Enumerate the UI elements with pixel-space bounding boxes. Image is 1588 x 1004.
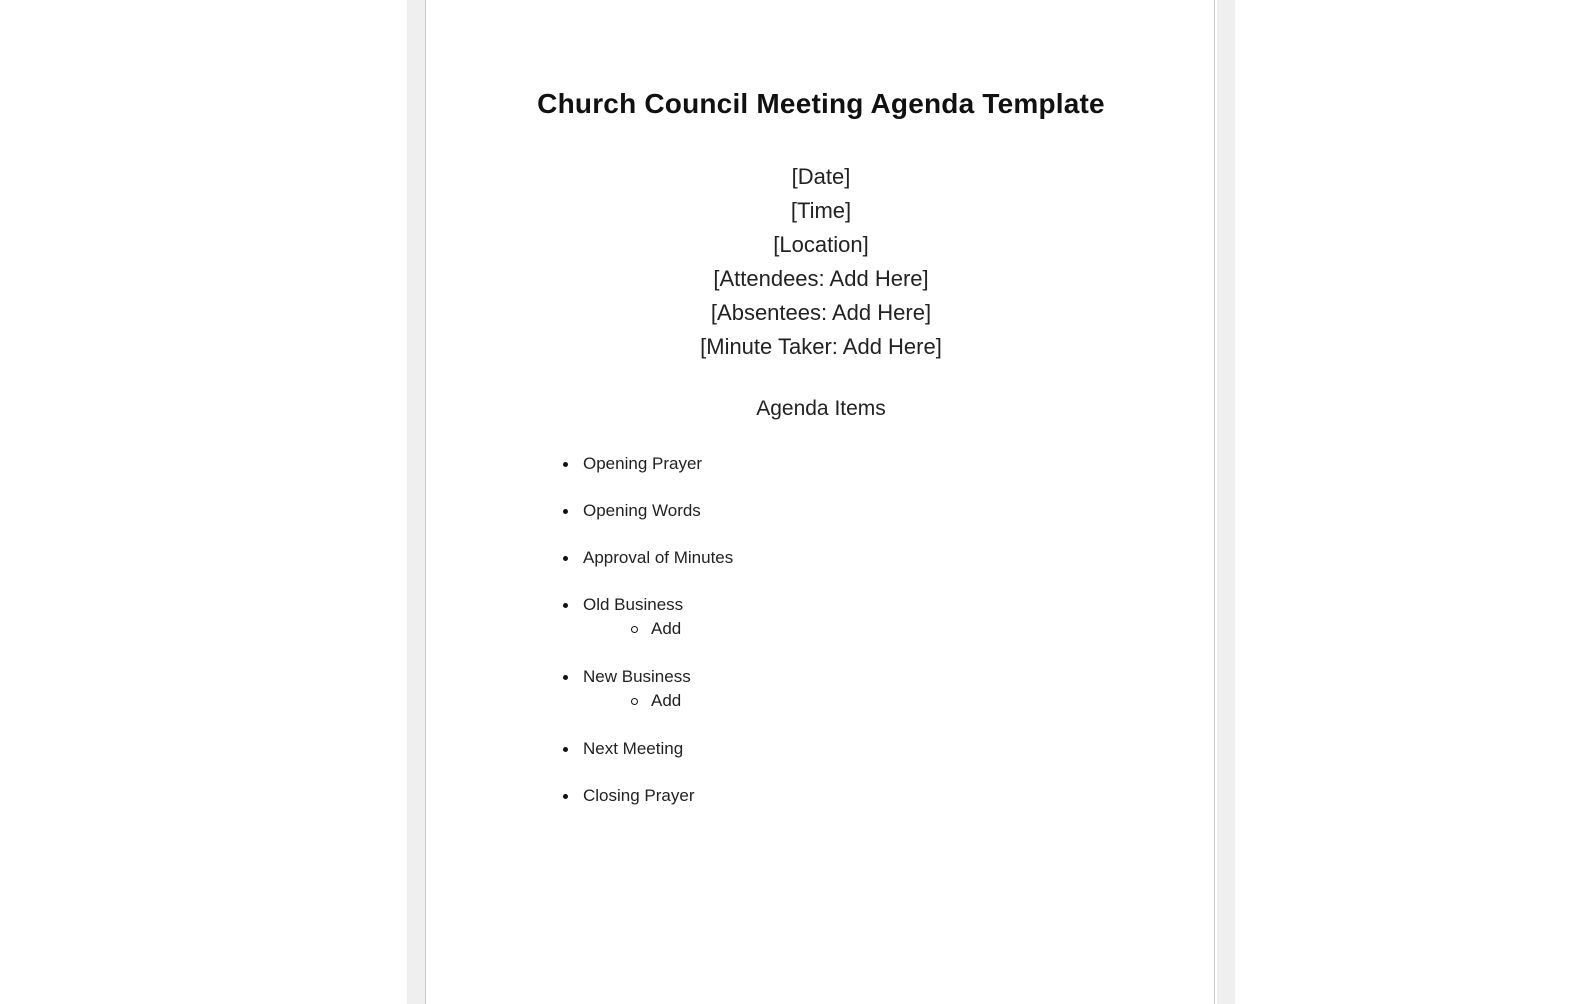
agenda-item-new-business (561, 665, 1161, 713)
bullet-icon (563, 556, 568, 561)
agenda-item-old-business (561, 593, 1161, 641)
time-placeholder: [Time] (790, 198, 852, 223)
agenda-item-next-meeting (561, 737, 1161, 760)
agenda-item-opening-prayer (561, 452, 1161, 475)
document-page[interactable] (425, 0, 1215, 1004)
agenda-item-approval-of-minutes (561, 546, 1161, 569)
minute-taker-placeholder: [Minute Taker: Add Here] (700, 334, 942, 359)
agenda-heading: Agenda Items (756, 397, 886, 420)
agenda-item-label: New Business (583, 667, 691, 686)
bullet-icon (563, 675, 568, 680)
bullet-icon (563, 603, 568, 608)
bullet-icon (563, 462, 568, 467)
meeting-details (426, 160, 1216, 364)
page-gutter-left (407, 0, 425, 1004)
agenda-subitem-old-business (583, 616, 1161, 641)
hollow-bullet-icon (631, 698, 638, 705)
bullet-icon (563, 509, 568, 514)
agenda-item-label: Opening Words (583, 501, 701, 520)
agenda-item-opening-words (561, 499, 1161, 522)
agenda-item-label: Old Business (583, 595, 684, 614)
bullet-icon (563, 794, 568, 799)
location-placeholder: [Location] (773, 232, 869, 257)
date-placeholder: [Date] (791, 164, 851, 189)
agenda-item-label: Approval of Minutes (583, 548, 734, 567)
document-title: Church Council Meeting Agenda Template (537, 88, 1105, 119)
agenda-list (561, 452, 1161, 831)
agenda-subitem-new-business (583, 688, 1161, 713)
agenda-subitem-label: Add (651, 619, 682, 638)
page-gutter-right (1217, 0, 1235, 1004)
absentees-placeholder: [Absentees: Add Here] (710, 300, 932, 325)
hollow-bullet-icon (631, 626, 638, 633)
attendees-placeholder: [Attendees: Add Here] (713, 266, 929, 291)
agenda-item-closing-prayer (561, 784, 1161, 807)
agenda-item-label: Closing Prayer (583, 786, 695, 805)
agenda-item-label: Opening Prayer (583, 454, 703, 473)
agenda-item-label: Next Meeting (583, 739, 684, 758)
bullet-icon (563, 747, 568, 752)
agenda-subitem-label: Add (651, 691, 682, 710)
